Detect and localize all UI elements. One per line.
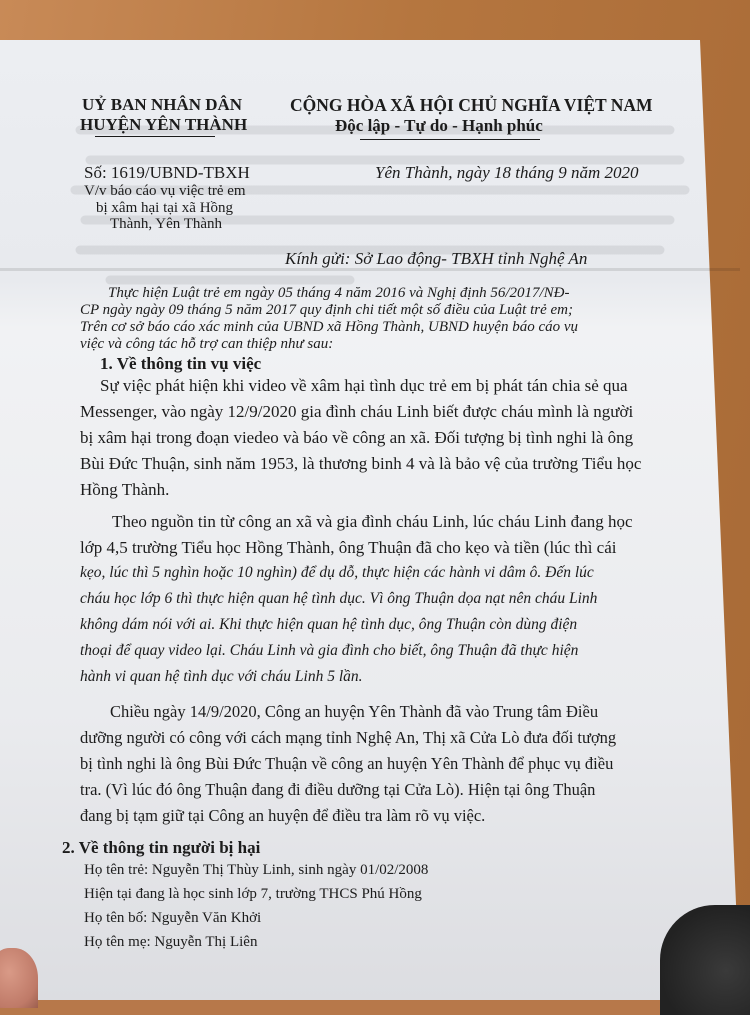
intro-line-2: CP ngày ngày 09 tháng 5 năm 2017 quy định chi tiết một số điều của Luật trẻ em; bbox=[80, 302, 574, 318]
document-number: Số: 1619/UBND-TBXH bbox=[84, 163, 250, 182]
para1-line-4: Bùi Đức Thuận, sinh năm 1953, là thương binh 4 và là bảo vệ của trường Tiểu học bbox=[80, 454, 642, 473]
subject-line-3: Thành, Yên Thành bbox=[110, 216, 223, 232]
para2-line-5: không dám nói với ai. Khi thực hiện quan hệ tình dục, ông Thuận còn dùng điện bbox=[80, 616, 578, 633]
motto-underline bbox=[360, 139, 540, 140]
para1-line-3: bị xâm hại trong đoạn viedeo và báo về công an xã. Đối tượng bị tình nghi là ông bbox=[80, 428, 634, 447]
subject-line-2: bị xâm hại tại xã Hồng bbox=[96, 200, 234, 216]
para2-line-7: hành vi quan hệ tình dục với cháu Linh 5 lần. bbox=[80, 668, 363, 685]
section-2-heading: 2. Về thông tin người bị hại bbox=[62, 838, 261, 857]
intro-line-4: việc và công tác hỗ trợ can thiệp như sau: bbox=[80, 336, 334, 352]
subject-line-1: V/v báo cáo vụ việc trẻ em bbox=[84, 183, 246, 199]
victim-name-line: Họ tên trẻ: Nguyễn Thị Thùy Linh, sinh ngày 01/02/2008 bbox=[84, 862, 429, 878]
district-name: HUYỆN YÊN THÀNH bbox=[80, 115, 248, 134]
recipient-line: Kính gửi: Sở Lao động- TBXH tỉnh Nghệ An bbox=[285, 249, 588, 268]
para2-line-1: Theo nguồn tin từ công an xã và gia đình cháu Linh, lúc cháu Linh đang học bbox=[112, 512, 633, 531]
national-title: CỘNG HÒA XÃ HỘI CHỦ NGHĨA VIỆT NAM bbox=[290, 95, 653, 115]
para3-line-5: đang bị tạm giữ tại Công an huyện để điều tra làm rõ vụ việc. bbox=[80, 806, 486, 825]
intro-line-3: Trên cơ sở báo cáo xác minh của UBND xã Hồng Thành, UBND huyện báo cáo vụ bbox=[80, 319, 579, 335]
para1-line-5: Hồng Thành. bbox=[80, 480, 170, 499]
intro-line-1: Thực hiện Luật trẻ em ngày 05 tháng 4 năm 2016 và Nghị định 56/2017/NĐ- bbox=[108, 285, 570, 301]
father-name-line: Họ tên bố: Nguyễn Văn Khởi bbox=[84, 910, 262, 926]
para1-line-2: Messenger, vào ngày 12/9/2020 gia đình cháu Linh biết được cháu mình là người bbox=[80, 402, 634, 421]
para2-line-6: thoại để quay video lại. Cháu Linh và gia đình cho biết, ông Thuận đã thực hiện bbox=[80, 642, 579, 659]
para2-line-2: lớp 4,5 trường Tiểu học Hồng Thành, ông Thuận đã cho kẹo và tiền (lúc thì cái bbox=[80, 538, 617, 557]
para2-line-3: kẹo, lúc thì 5 nghìn hoặc 10 nghìn) để dụ dỗ, thực hiện các hành vi dâm ô. Đến lúc bbox=[80, 564, 594, 581]
mother-name-line: Họ tên mẹ: Nguyễn Thị Liên bbox=[84, 934, 258, 950]
place-date: Yên Thành, ngày 18 tháng 9 năm 2020 bbox=[375, 163, 639, 182]
para1-line-1: Sự việc phát hiện khi video về xâm hại tình dục trẻ em bị phát tán chia sẻ qua bbox=[100, 376, 628, 395]
para3-line-3: bị tình nghi là ông Bùi Đức Thuận về công an huyện Yên Thành để phục vụ điều bbox=[80, 754, 614, 773]
agency-underline bbox=[95, 136, 215, 137]
para3-line-4: tra. (Vì lúc đó ông Thuận đang đi điều dưỡng tại Cửa Lò). Hiện tại ông Thuận bbox=[80, 780, 596, 799]
section-1-heading: 1. Về thông tin vụ việc bbox=[100, 354, 262, 373]
victim-school-line: Hiện tại đang là học sinh lớp 7, trường THCS Phú Hồng bbox=[84, 886, 422, 902]
para2-line-4: cháu học lớp 6 thì thực hiện quan hệ tình dục. Vì ông Thuận dọa nạt nên cháu Linh bbox=[80, 590, 598, 607]
para3-line-2: dưỡng người có công với cách mạng tỉnh Nghệ An, Thị xã Cửa Lò đưa đối tượng bbox=[80, 728, 617, 747]
para3-line-1: Chiều ngày 14/9/2020, Công an huyện Yên Thành đã vào Trung tâm Điều bbox=[110, 702, 599, 721]
agency-name: UỶ BAN NHÂN DÂN bbox=[82, 95, 243, 114]
national-motto: Độc lập - Tự do - Hạnh phúc bbox=[335, 116, 543, 135]
